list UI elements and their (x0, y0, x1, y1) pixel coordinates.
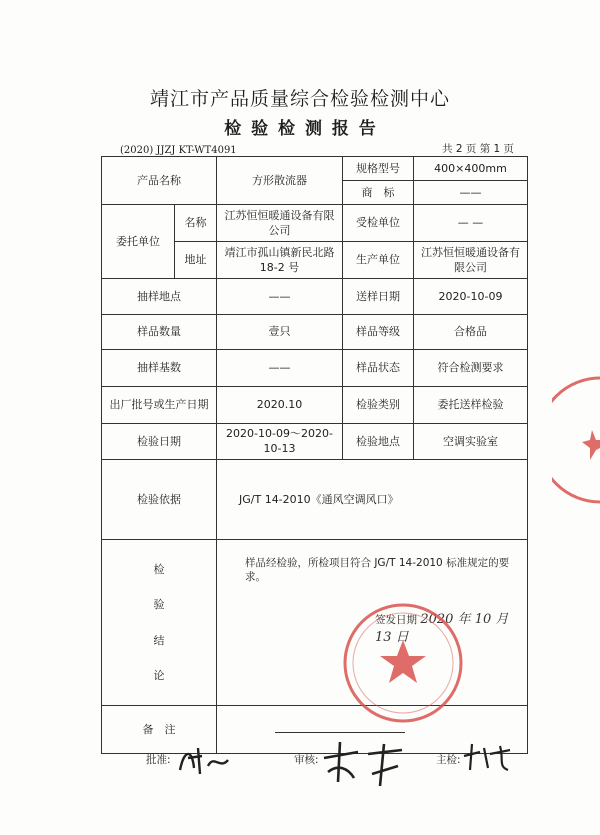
conclusion-label (102, 539, 217, 706)
client-name: 江苏恒恒暖通设备有限公司 (217, 205, 343, 242)
sample-state-label: 样品状态 (343, 350, 414, 387)
official-stamp (338, 598, 468, 728)
conclusion-char: 论 (153, 668, 165, 682)
client-address: 靖江市孤山镇新民北路18-2 号 (217, 242, 343, 279)
test-date-label: 检验日期 (102, 424, 217, 460)
spec-value: 400×400mm (414, 157, 528, 181)
producer-label: 生产单位 (343, 242, 414, 279)
conclusion-char: 结 (153, 633, 165, 647)
basis-label: 检验依据 (102, 459, 217, 539)
org-title: 靖江市产品质量综合检验检测中心 (149, 88, 450, 110)
sampling-base-label: 抽样基数 (102, 350, 217, 387)
test-type-label: 检验类别 (343, 387, 414, 424)
producer: 江苏恒恒暖通设备有限公司 (414, 242, 528, 279)
conclusion-char: 验 (153, 598, 165, 612)
client-label: 委托单位 (102, 205, 175, 279)
remarks-label: 备 注 (102, 706, 217, 754)
product-name: 方形散流器 (217, 157, 343, 205)
client-name-label: 名称 (175, 205, 217, 242)
inspected-unit: — — (414, 205, 528, 242)
delivery-date-label: 送样日期 (343, 279, 414, 315)
basis: JG/T 14-2010《通风空调风口》 (217, 459, 528, 539)
approve-label: 批准: (146, 754, 171, 766)
review-label: 审核: (294, 754, 319, 766)
approve-signature (174, 740, 234, 780)
sampling-place: —— (217, 279, 343, 315)
test-place: 空调实验室 (414, 424, 528, 460)
main-inspector-signature (460, 740, 516, 776)
sampling-place-label: 抽样地点 (102, 279, 217, 315)
sample-state: 符合检测要求 (414, 350, 528, 387)
brand-value: —— (414, 181, 528, 205)
report-title: 检 验 检 测 报 告 (224, 119, 376, 139)
inspected-unit-label: 受检单位 (343, 205, 414, 242)
sample-grade-label: 样品等级 (343, 315, 414, 350)
report-code: (2020) JJZJ KT-WT4091 (120, 145, 237, 156)
page-count: 共 2 页 第 1 页 (442, 143, 515, 155)
issue-date: 2020 年 10 月 13 日 (375, 611, 509, 645)
issue-date-label: 签发日期 (375, 613, 417, 626)
review-signature (318, 738, 408, 790)
test-place-label: 检验地点 (343, 424, 414, 460)
test-date: 2020-10-09～2020-10-13 (217, 424, 343, 460)
sample-qty: 壹只 (217, 315, 343, 350)
remarks-underline (275, 732, 405, 733)
brand-label: 商 标 (343, 181, 414, 205)
side-stamp (552, 370, 600, 510)
conclusion-text: 样品经检验，所检项目符合 JG/T 14-2010 标准规定的要求。 (245, 556, 510, 584)
main-inspector-label: 主检: (436, 754, 461, 766)
batch: 2020.10 (217, 387, 343, 424)
test-type: 委托送样检验 (414, 387, 528, 424)
delivery-date: 2020-10-09 (414, 279, 528, 315)
sampling-base: —— (217, 350, 343, 387)
product-name-label: 产品名称 (102, 157, 217, 205)
client-address-label: 地址 (175, 242, 217, 279)
batch-label: 出厂批号或生产日期 (102, 387, 217, 424)
spec-label: 规格型号 (343, 157, 414, 181)
sample-grade: 合格品 (414, 315, 528, 350)
sample-qty-label: 样品数量 (102, 315, 217, 350)
conclusion-char: 检 (153, 562, 165, 576)
